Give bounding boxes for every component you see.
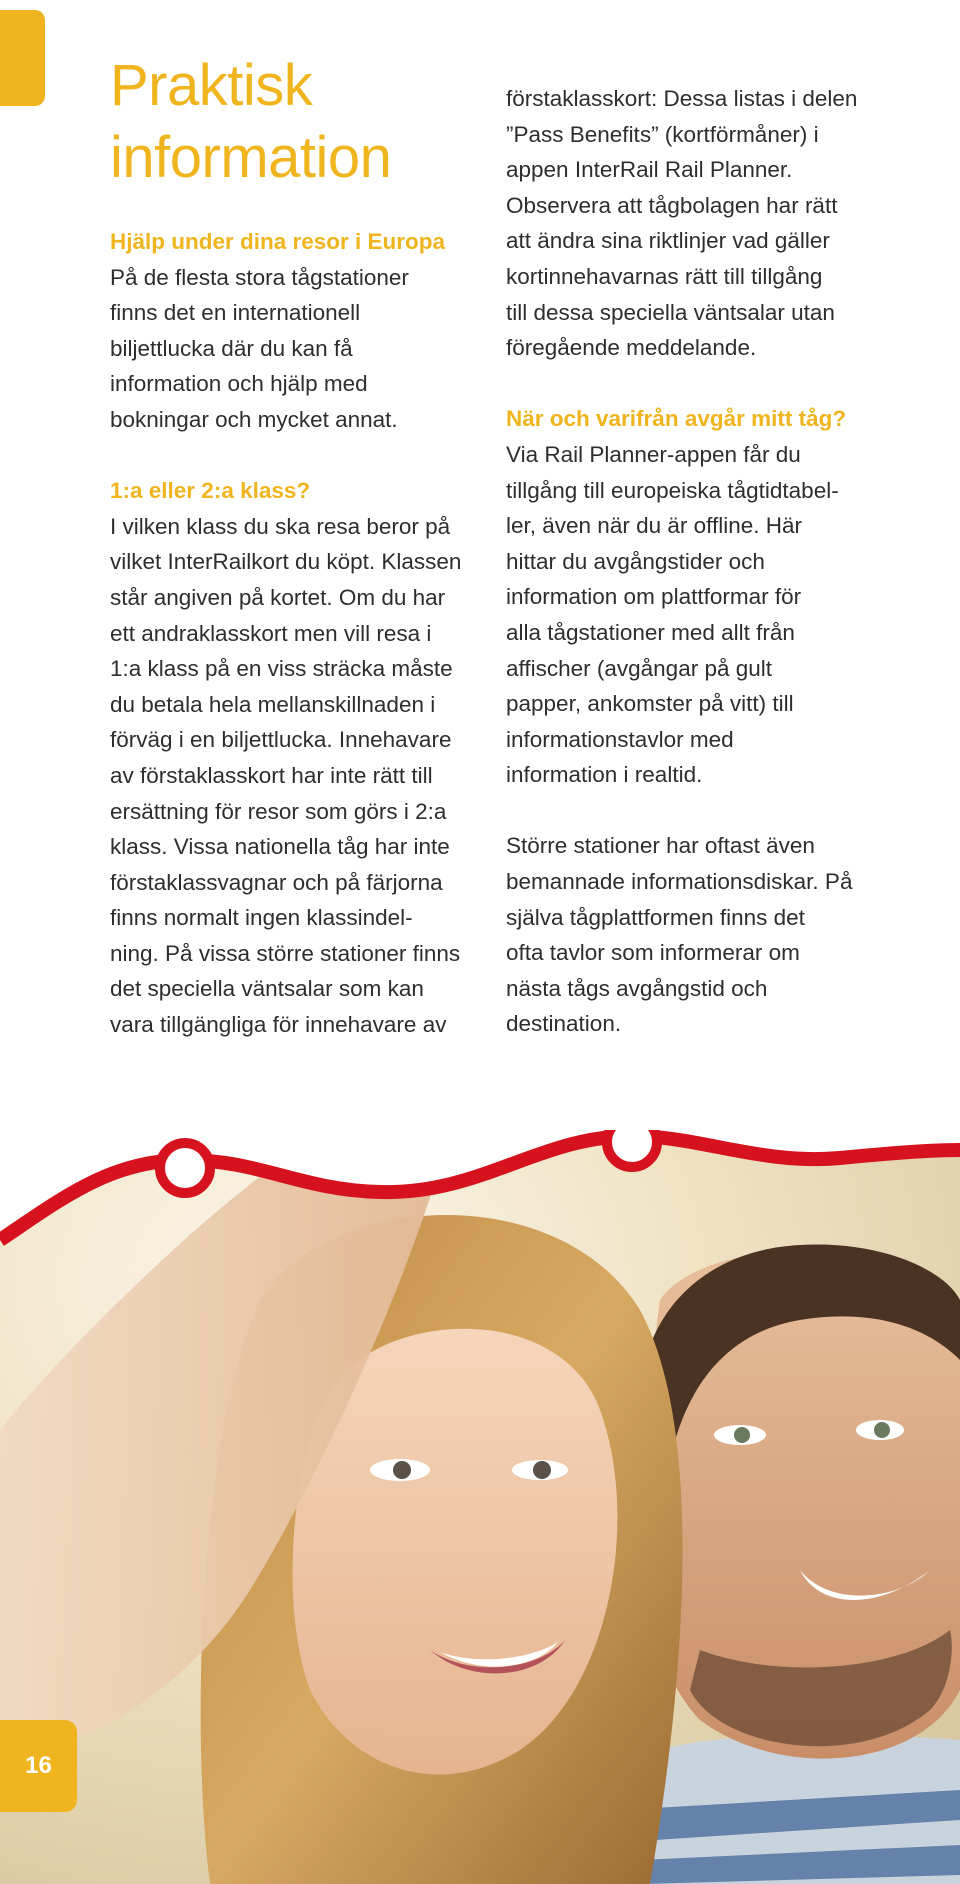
text-line: det speciella väntsalar som kan <box>110 976 424 1002</box>
text-line: ler, även när du är offline. Här <box>506 513 803 539</box>
section-body-departures <box>506 437 891 793</box>
text-line: finns det en internationell <box>110 300 361 326</box>
text-line: klass. Vissa nationella tåg har inte <box>110 834 450 860</box>
section-body-class <box>110 509 495 1043</box>
page-number: 16 <box>0 1720 77 1812</box>
text-line: vilket InterRailkort du köpt. Klassen <box>110 549 462 575</box>
text-line: ”Pass Benefits” (kortförmåner) i <box>506 121 819 147</box>
text-line: appen InterRail Rail Planner. <box>506 157 793 183</box>
text-line: till dessa speciella väntsalar utan <box>506 299 835 325</box>
text-line: Observera att tågbolagen har rätt <box>506 192 838 218</box>
text-line: ersättning för resor som görs i 2:a <box>110 798 447 824</box>
text-line: information om plattformar för <box>506 584 802 610</box>
page-title: Praktisk information <box>110 53 392 190</box>
text-line: informationstavlor med <box>506 726 734 752</box>
text-line: du betala hela mellanskillnaden i <box>110 691 436 717</box>
text-line: vara tillgängliga för innehavare av <box>110 1012 447 1038</box>
text-line: bokningar och mycket annat. <box>110 406 398 432</box>
text-line: 1:a klass på en viss sträcka måste <box>110 656 453 682</box>
section-heading-class: 1:a eller 2:a klass? <box>110 478 311 504</box>
text-line: ofta tavlor som informerar om <box>506 940 800 966</box>
text-line: förväg i en biljettlucka. Innehavare <box>110 727 452 753</box>
text-line: föregående meddelande. <box>506 335 757 361</box>
text-line: finns normalt ingen klassindel- <box>110 905 413 931</box>
text-line: affischer (avgångar på gult <box>506 655 773 681</box>
section-heading-help: Hjälp under dina resor i Europa <box>110 229 446 254</box>
text-line: förstaklassvagnar och på färjorna <box>110 869 443 895</box>
corner-tab <box>0 10 45 106</box>
text-line: Större stationer har oftast även <box>506 833 815 859</box>
section-body-help <box>110 260 495 438</box>
text-line: papper, ankomster på vitt) till <box>506 691 794 717</box>
section-body-continuation <box>506 81 891 366</box>
text-line: destination. <box>506 1011 622 1037</box>
text-line: ett andraklasskort men vill resa i <box>110 620 432 646</box>
text-line: På de flesta stora tågstationer <box>110 264 409 290</box>
text-line: bemannade informationsdiskar. På <box>506 869 853 895</box>
text-line: står angiven på kortet. Om du har <box>110 584 446 610</box>
section-body-stations <box>506 828 891 1042</box>
text-line: biljettlucka där du kan få <box>110 335 353 361</box>
text-line: av förstaklasskort har inte rätt till <box>110 762 433 788</box>
text-line: nästa tågs avgångstid och <box>506 975 768 1001</box>
text-line: tillgång till europeiska tågtidtabel- <box>506 477 839 503</box>
text-line: själva tågplattformen finns det <box>506 904 805 930</box>
couple-photo <box>0 1130 960 1884</box>
text-line: kortinnehavarnas rätt till tillgång <box>506 263 823 289</box>
text-line: hittar du avgångstider och <box>506 548 765 574</box>
text-line: ning. På vissa större stationer finns <box>110 940 461 966</box>
section-heading-departures: När och varifrån avgår mitt tåg? <box>506 406 847 432</box>
text-line: att ändra sina riktlinjer vad gäller <box>506 228 830 254</box>
left-column <box>110 224 495 1043</box>
text-line: I vilken klass du ska resa beror på <box>110 513 451 539</box>
text-line: information och hjälp med <box>110 371 368 397</box>
text-line: alla tågstationer med allt från <box>506 619 795 645</box>
text-line: Via Rail Planner-appen får du <box>506 441 801 467</box>
text-line: information i realtid. <box>506 762 703 788</box>
text-line: förstaklasskort: Dessa listas i delen <box>506 86 858 111</box>
right-column <box>506 81 891 1042</box>
